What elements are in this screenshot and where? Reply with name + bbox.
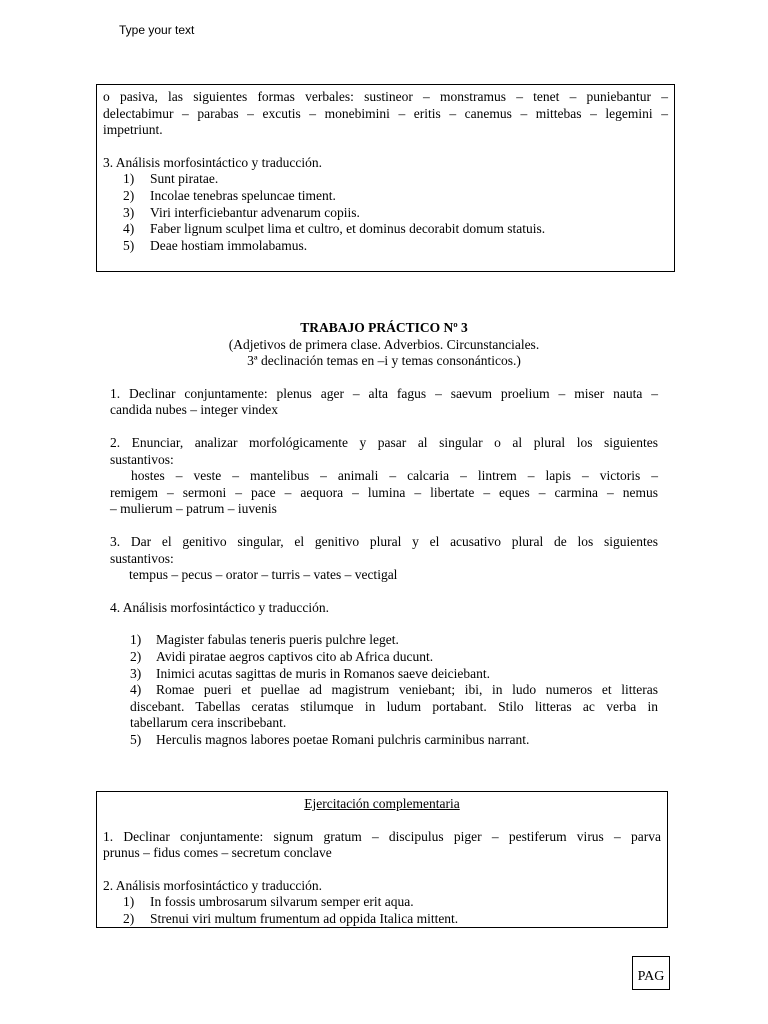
- list-item-continuation: discebant. Tabellas ceratas stilumque in ludum portabant. Stilo litteras ac verba in tabellarum cera inscribebant.: [130, 698, 658, 731]
- subtitle: (Adjetivos de primera clase. Adverbios. Circunstanciales.: [228, 336, 540, 352]
- complementary-exercise-box: [96, 791, 668, 928]
- exercise-list: [103, 894, 661, 927]
- item-4-title: 4. Análisis morfosintáctico y traducción.: [110, 599, 329, 615]
- item-3-line: 3. Dar el genitivo singular, el genitivo plural y el acusativo plural de los siguientes: [110, 533, 658, 549]
- list-item: 4) Romae pueri et puellae ad magistrum veniebant; ibi, in ludo numeros et litteras: [130, 682, 658, 698]
- list-item: 2) Strenui viri multum frumentum ad oppida Italica mittent.: [123, 910, 459, 926]
- word-list-line: remigem – sermoni – pace – aequora – lumina – libertate – eques – carmina – nemus: [110, 484, 658, 500]
- list-item: 4) Faber lignum sculpet lima et cultro, et dominus decorabit domum statuis.: [123, 221, 546, 237]
- item-2-title: 2. Análisis morfosintáctico y traducción.: [103, 877, 322, 893]
- exercise-list: [110, 632, 658, 748]
- verbal-forms-line: delectabimur – parabas – excutis – monebimini – eritis – canemus – mittebas – legemini –: [103, 105, 668, 121]
- verbal-forms-line: impetriunt.: [103, 122, 163, 138]
- section-title: 3. Análisis morfosintáctico y traducción.: [103, 154, 322, 170]
- word-list-line: – mulierum – patrum – iuvenis: [110, 501, 277, 517]
- box-title: Ejercitación complementaria: [304, 796, 460, 811]
- exercise-list: [103, 171, 668, 254]
- item-1-line: 1. Declinar conjuntamente: signum gratum – discipulus piger – pestiferum virus – parva: [103, 828, 661, 844]
- list-item: 1) Sunt piratae.: [123, 171, 219, 187]
- page-number-box: [632, 956, 670, 990]
- page-label: PAG: [637, 969, 665, 984]
- trabajo-practico-section: [110, 320, 658, 748]
- subtitle: 3ª declinación temas en –i y temas consonánticos.): [247, 353, 521, 369]
- list-item: 1) In fossis umbrosarum silvarum semper erit aqua.: [123, 894, 414, 910]
- list-item: 5) Herculis magnos labores poetae Romani pulchris carminibus narrant.: [130, 731, 530, 747]
- verbal-forms-line: o pasiva, las siguientes formas verbales: sustineor – monstramus – tenet – puniebantur –: [103, 89, 668, 104]
- list-item: 5) Deae hostiam immolabamus.: [123, 237, 308, 253]
- item-1-line: 1. Declinar conjuntamente: plenus ager – alta fagus – saevum proelium – miser nauta –: [110, 385, 658, 401]
- word-list-line: tempus – pecus – orator – turris – vates – vectigal: [129, 567, 398, 583]
- item-1-line: prunus – fidus comes – secretum conclave: [103, 845, 332, 861]
- header-placeholder-text: Type your text: [119, 23, 195, 37]
- list-item: 2) Incolae tenebras speluncae timent.: [123, 187, 336, 203]
- exercise-box-top: [96, 84, 675, 272]
- item-2-line: 2. Enunciar, analizar morfológicamente y pasar al singular o al plural los siguientes: [110, 434, 658, 450]
- page-title: TRABAJO PRÁCTICO Nº 3: [300, 320, 468, 335]
- item-3-line: sustantivos:: [110, 550, 174, 566]
- item-2-line: sustantivos:: [110, 451, 174, 467]
- list-item: 2) Avidi piratae aegros captivos cito ab Africa ducunt.: [130, 648, 434, 664]
- list-item: 1) Magister fabulas teneris pueris pulchre leget.: [130, 632, 399, 648]
- item-1-line: candida nubes – integer vindex: [110, 402, 278, 418]
- list-item: 3) Viri interficiebantur advenarum copiis.: [123, 204, 360, 220]
- word-list-line: hostes – veste – mantelibus – animali – calcaria – lintrem – lapis – victoris –: [131, 468, 658, 484]
- list-item: 3) Inimici acutas sagittas de muris in Romanos saeve deiciebant.: [130, 665, 491, 681]
